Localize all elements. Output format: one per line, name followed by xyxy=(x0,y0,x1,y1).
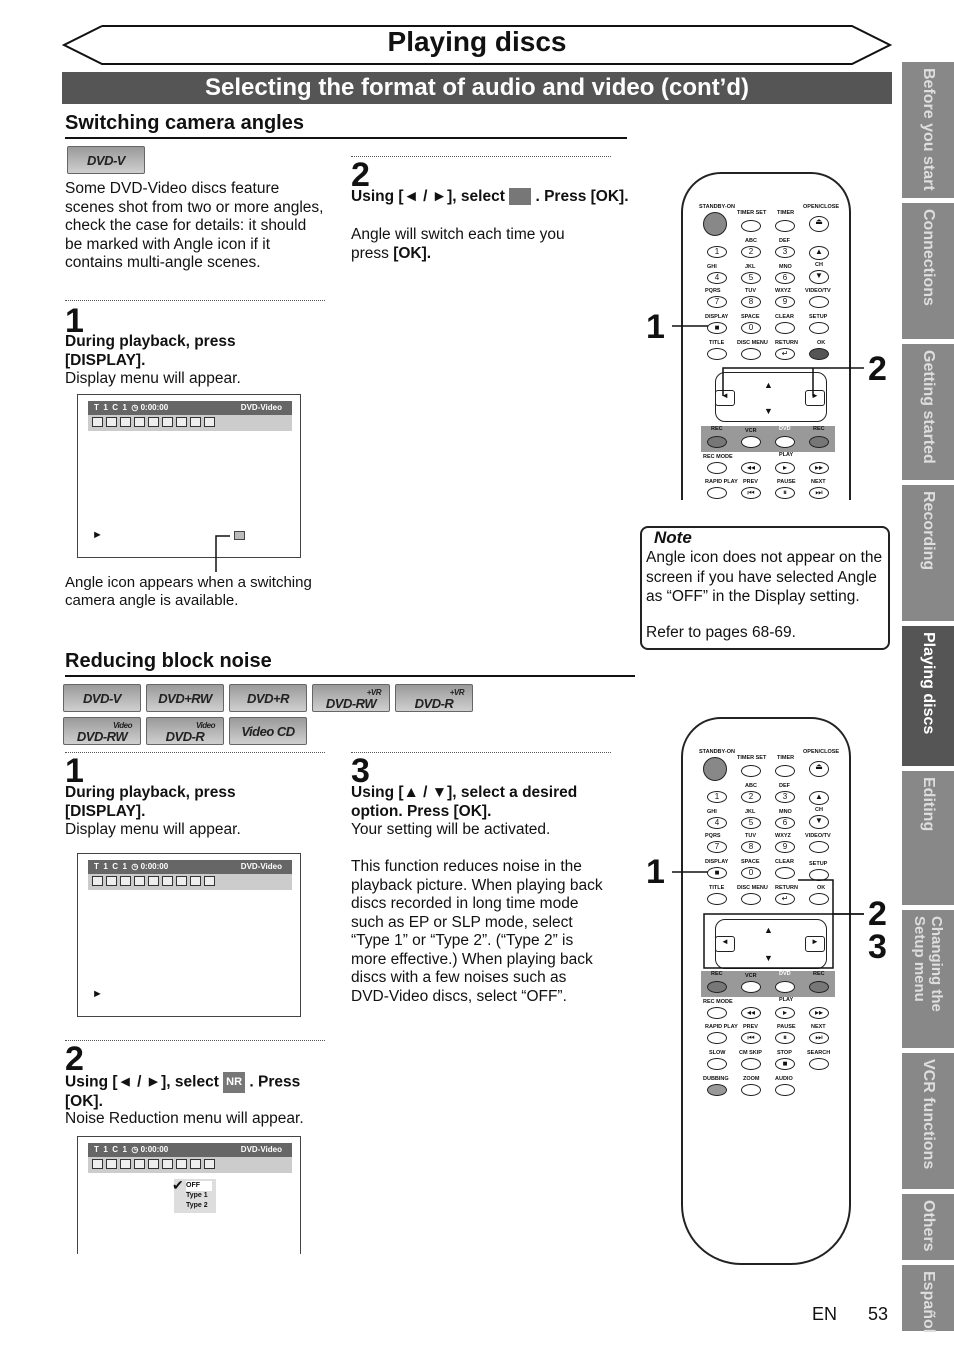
dvd-button[interactable] xyxy=(775,981,795,993)
page-title: Playing discs xyxy=(387,26,567,57)
right-arrow-button[interactable]: ► xyxy=(805,390,825,406)
section-title: Selecting the format of audio and video (cont’d) xyxy=(62,72,892,104)
check-icon: ✔ xyxy=(172,1177,184,1193)
timer-button[interactable] xyxy=(775,220,795,232)
step-instruction: During playback, press [DISPLAY]. xyxy=(65,784,236,820)
standby-button[interactable] xyxy=(703,212,727,236)
callout-leader-lines xyxy=(668,320,868,400)
dvd-rw-video-badge: Video DVD-RW xyxy=(63,717,141,745)
down-arrow-button[interactable]: ▼ xyxy=(764,953,773,963)
digit-5-button[interactable]: 5 xyxy=(741,272,761,284)
display-button[interactable]: ■ xyxy=(707,867,727,879)
menu-option[interactable]: Type 2 xyxy=(186,1202,208,1209)
step-instruction: Using [◄ / ►], select . Press [OK]. xyxy=(351,188,629,205)
dvd-rw-vr-badge: +VR DVD-RW xyxy=(312,684,390,712)
dvd-button[interactable] xyxy=(775,436,795,448)
return-button[interactable]: ↵ xyxy=(775,348,795,360)
prev-button[interactable]: ⏮ xyxy=(741,487,761,499)
angle-caption: Angle icon appears when a switching camera angle is available. xyxy=(65,574,312,609)
step-instruction: Using [▲ / ▼], select a desired option. Press [OK]. xyxy=(351,784,578,820)
pause-button[interactable]: ⏸ xyxy=(775,487,795,499)
digit-0-button[interactable]: 0 xyxy=(741,867,761,879)
channel-up-button[interactable]: ▲ xyxy=(809,791,829,805)
right-arrow-button[interactable]: ► xyxy=(805,936,825,952)
divider xyxy=(351,752,611,753)
step-number: 1 xyxy=(65,752,84,790)
nr-icon: NR xyxy=(223,1072,245,1093)
callout-leader-lines xyxy=(668,866,868,976)
video-tv-button[interactable] xyxy=(809,841,829,853)
digit-0-button[interactable]: 0 xyxy=(741,322,761,334)
osd-title-num: 1 xyxy=(103,403,108,412)
digit-7-button[interactable]: 7 xyxy=(707,841,727,853)
osd-screen-noise: T 1 C 1 ◷ 0:00:00 DVD-Video ► xyxy=(77,853,301,1017)
tab-espanol[interactable]: Español xyxy=(902,1265,954,1331)
osd-icon-row xyxy=(92,1159,215,1170)
dvd-rec-button[interactable] xyxy=(809,981,829,993)
note-box xyxy=(640,526,890,650)
channel-down-button[interactable]: ▼ xyxy=(809,815,829,829)
rapid-play-button[interactable] xyxy=(707,487,727,499)
menu-option[interactable]: OFF xyxy=(186,1181,212,1191)
noise-explanation: This function reduces noise in the playback picture. When playing back discs recorded in long time mode such as EP or SLP mode, select “Type 1” or “Type 2”. (“Type 2” is more effective.) When playing back discs with a few noises such as DVD-Video discs, select “OFF”. xyxy=(351,858,603,1005)
remote-control-full: STANDBY-ON TIMER SET TIMER OPEN/CLOSE ⏏ ABC DEF 1 2 3 ▲ GHI JKL MNO CH 4 5 6 ▼ PQRS TUV WXYZ VIDEO/TV 7 8 9 DISPLAY SPACE CLEAR SETUP ■ 0 TITLE DISC MENU RETURN OK ↵ ◄ ► ▲ ▼ REC VCR DVD REC REC MODE PLAY ◂◂ ▸ ▸▸ RAPID PLAY PREV PAUSE NEXT ⏮ ⏸ ⏭ SLOW CM SKIP STOP SEARCH ■ DUBBING ZOOM AUDIO xyxy=(681,717,851,1265)
rec-mode-button[interactable] xyxy=(707,462,727,474)
cm-skip-button[interactable] xyxy=(741,1058,761,1070)
angle-icon xyxy=(234,531,245,540)
pause-button[interactable]: ⏸ xyxy=(775,1032,795,1044)
tab-changing-setup-menu[interactable]: Changing the Setup menu xyxy=(902,910,954,1048)
digit-2-button[interactable]: 2 xyxy=(741,791,761,803)
video-tv-button[interactable] xyxy=(809,296,829,308)
step-result: Display menu will appear. xyxy=(65,370,241,387)
divider xyxy=(65,300,325,301)
digit-5-button[interactable]: 5 xyxy=(741,817,761,829)
camera-heading: Switching camera angles xyxy=(65,112,304,134)
tab-playing-discs[interactable]: Playing discs xyxy=(902,626,954,766)
menu-option[interactable]: Type 1 xyxy=(186,1192,208,1199)
osd-screen-nr-menu: T 1 C 1 ◷ 0:00:00 DVD-Video OFF Type 1 Type 2 ✔ xyxy=(77,1136,301,1254)
step-result: Your setting will be activated. xyxy=(351,821,551,838)
rewind-button[interactable]: ◂◂ xyxy=(741,1007,761,1019)
digit-1-button[interactable]: 1 xyxy=(707,246,727,258)
left-arrow-button[interactable]: ◄ xyxy=(715,936,735,952)
standby-button[interactable] xyxy=(703,757,727,781)
digit-8-button[interactable]: 8 xyxy=(741,296,761,308)
step-instruction: Using [◄ / ►], select NR . Press [OK]. xyxy=(65,1073,301,1110)
play-button[interactable]: ▸ xyxy=(775,1007,795,1019)
heading-rule xyxy=(65,137,627,139)
open-close-button[interactable]: ⏏ xyxy=(809,761,829,777)
tab-before-you-start[interactable]: Before you start xyxy=(902,62,954,198)
up-arrow-button[interactable]: ▲ xyxy=(764,380,773,390)
note-text: Angle icon does not appear on the screen if you have selected Angle as “OFF” in the Display setting. xyxy=(646,549,883,605)
fast-forward-button[interactable]: ▸▸ xyxy=(809,1007,829,1019)
callout-number: 2 xyxy=(868,350,887,388)
osd-icon-row xyxy=(92,417,215,428)
callout-number: 2 xyxy=(868,895,887,933)
page-number: 53 xyxy=(868,1304,889,1324)
digit-9-button[interactable]: 9 xyxy=(775,296,795,308)
dvd-r-video-badge: Video DVD-R xyxy=(146,717,224,745)
dvd-plus-r-badge: DVD+R xyxy=(229,684,307,712)
slow-button[interactable] xyxy=(707,1058,727,1070)
rapid-play-button[interactable] xyxy=(707,1032,727,1044)
note-ref: Refer to pages 68-69. xyxy=(646,624,796,641)
camera-intro: Some DVD-Video discs feature scenes shot from two or more angles, check the case for details: it should be marked with Angle icon if it contains multi-angle scenes. xyxy=(65,180,324,271)
digit-2-button[interactable]: 2 xyxy=(741,246,761,258)
osd-disc-type: DVD-Video xyxy=(240,403,282,412)
left-arrow-button[interactable]: ◄ xyxy=(715,390,735,406)
step-result: Angle will switch each time you press [OK]. xyxy=(351,226,565,262)
divider xyxy=(351,156,611,157)
timer-button[interactable] xyxy=(775,765,795,777)
play-button[interactable]: ▸ xyxy=(775,462,795,474)
step-result: Display menu will appear. xyxy=(65,821,241,838)
remote-control-top: STANDBY-ON TIMER SET TIMER OPEN/CLOSE ⏏ ABC DEF 1 2 3 ▲ GHI JKL MNO CH 4 5 6 ▼ PQRS TUV WXYZ VIDEO/TV 7 8 9 DISPLAY SPACE CLEAR SETUP ■ 0 TITLE DISC MENU RETURN OK ↵ ◄ ► ▲ ▼ REC VCR DVD REC REC MODE PLAY ◂◂ ▸ ▸▸ RAPID PLAY PREV PAUSE NEXT ⏮ ⏸ ⏭ xyxy=(681,172,851,500)
display-button[interactable]: ■ xyxy=(707,322,727,334)
dvd-rec-button[interactable] xyxy=(809,436,829,448)
digit-4-button[interactable]: 4 xyxy=(707,817,727,829)
heading-rule xyxy=(65,675,635,677)
return-button[interactable]: ↵ xyxy=(775,893,795,905)
dvd-v-badge: DVD-V xyxy=(67,146,145,174)
divider xyxy=(65,752,325,753)
noise-heading: Reducing block noise xyxy=(65,650,272,672)
fast-forward-button[interactable]: ▸▸ xyxy=(809,462,829,474)
digit-6-button[interactable]: 6 xyxy=(775,817,795,829)
dvd-v-badge: DVD-V xyxy=(63,684,141,712)
step-instruction: During playback, press [DISPLAY]. xyxy=(65,333,236,369)
digit-8-button[interactable]: 8 xyxy=(741,841,761,853)
step-number: 2 xyxy=(65,1040,84,1078)
tab-others[interactable]: Others xyxy=(902,1194,954,1260)
stop-button[interactable]: ■ xyxy=(775,1058,795,1070)
next-button[interactable]: ⏭ xyxy=(809,1032,829,1044)
vcr-button[interactable] xyxy=(741,981,761,993)
play-icon: ► xyxy=(92,529,103,541)
callout-number: 1 xyxy=(646,308,665,346)
next-button[interactable]: ⏭ xyxy=(809,487,829,499)
tab-connections[interactable]: Connections xyxy=(902,203,954,339)
callout-number: 3 xyxy=(868,928,887,966)
channel-down-button[interactable]: ▼ xyxy=(809,270,829,284)
digit-4-button[interactable]: 4 xyxy=(707,272,727,284)
digit-6-button[interactable]: 6 xyxy=(775,272,795,284)
angle-icon xyxy=(509,188,531,205)
channel-up-button[interactable]: ▲ xyxy=(809,246,829,260)
audio-button[interactable] xyxy=(775,1084,795,1096)
play-icon: ► xyxy=(92,988,103,1000)
step-number: 2 xyxy=(351,156,370,194)
video-cd-badge: Video CD xyxy=(229,717,307,745)
prev-button[interactable]: ⏮ xyxy=(741,1032,761,1044)
tab-getting-started[interactable]: Getting started xyxy=(902,344,954,480)
down-arrow-button[interactable]: ▼ xyxy=(764,406,773,416)
digit-1-button[interactable]: 1 xyxy=(707,791,727,803)
step-result: Noise Reduction menu will appear. xyxy=(65,1110,304,1127)
rewind-button[interactable]: ◂◂ xyxy=(741,462,761,474)
step-number: 3 xyxy=(351,752,370,790)
zoom-button[interactable] xyxy=(741,1084,761,1096)
timer-set-button[interactable] xyxy=(741,765,761,777)
rec-mode-button[interactable] xyxy=(707,1007,727,1019)
digit-3-button[interactable]: 3 xyxy=(775,791,795,803)
osd-icon-row xyxy=(92,876,215,887)
callout-number: 1 xyxy=(646,853,665,891)
language-label: EN xyxy=(812,1304,838,1324)
tab-vcr-functions[interactable]: VCR functions xyxy=(902,1053,954,1189)
rec-button[interactable] xyxy=(707,981,727,993)
tab-recording[interactable]: Recording xyxy=(902,485,954,621)
caption-leader xyxy=(210,534,232,574)
rec-button[interactable] xyxy=(707,436,727,448)
dvd-plus-rw-badge: DVD+RW xyxy=(146,684,224,712)
search-button[interactable] xyxy=(809,1058,829,1070)
note-heading: Note xyxy=(654,528,692,547)
open-close-button[interactable]: ⏏ xyxy=(809,216,829,232)
vcr-button[interactable] xyxy=(741,436,761,448)
digit-3-button[interactable]: 3 xyxy=(775,246,795,258)
tab-editing[interactable]: Editing xyxy=(902,771,954,905)
divider xyxy=(65,1040,325,1041)
digit-9-button[interactable]: 9 xyxy=(775,841,795,853)
digit-7-button[interactable]: 7 xyxy=(707,296,727,308)
timer-set-button[interactable] xyxy=(741,220,761,232)
dubbing-button[interactable] xyxy=(707,1084,727,1096)
osd-screen-angle: T 1 C 1 ◷ 0:00:00 DVD-Video ► xyxy=(77,394,301,558)
dvd-r-vr-badge: +VR DVD-R xyxy=(395,684,473,712)
up-arrow-button[interactable]: ▲ xyxy=(764,925,773,935)
osd-time: 0:00:00 xyxy=(140,403,169,412)
osd-chapter-num: 1 xyxy=(122,403,127,412)
step-number: 1 xyxy=(65,302,84,340)
